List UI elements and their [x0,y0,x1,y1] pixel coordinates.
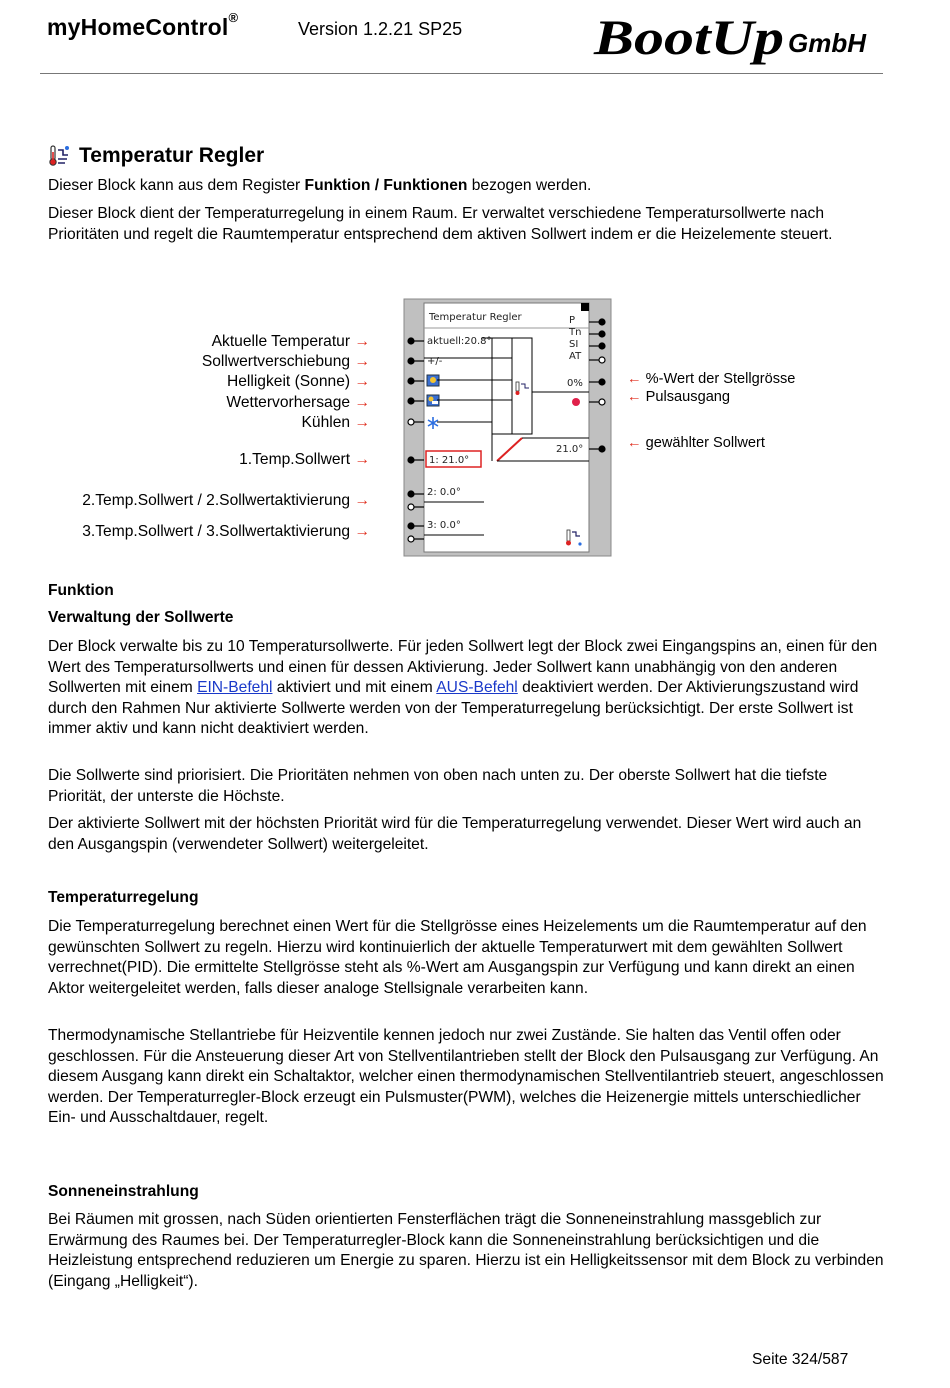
sonne-paragraph-1: Bei Räumen mit grossen, nach Süden orientierten Fensterflächen trägt die Sonneneinstrahlung massgeblich zur Erwärmung des Raumes bei. Der Temperaturregler-Block kann die Sonneneinstrahlung berücksichtigen und die Heizleistung entsprechend reduzieren um Energie zu sparen. Hierzu ist ein Helligkeitssensor mit dem Block zu verbinden (Eingang „Helligkeit“). [48,1211,884,1290]
product-name: myHomeControl® [47,10,239,40]
verwaltung-paragraph-3: Der aktivierte Sollwert mit der höchsten Priorität wird für die Temperaturregelung verwendet. Dieser Wert wird auch an den Ausgangspin (verwendeter Sollwert) weitergeleitet. [48,815,862,853]
block-offset: +/- [427,356,443,367]
header-divider [40,73,883,74]
section-funktion: Funktion [48,582,114,599]
label-sollwert-3: 3.Temp.Sollwert / 3.Sollwertaktivierung → [82,523,370,540]
label-gewaehlter-sollwert: ← gewählter Sollwert [627,435,765,451]
intro-description: Dieser Block dient der Temperaturregelung in einem Raum. Er verwaltet verschiedene Temperatursollwerte nach Prioritäten und regelt die Raumtemperatur entsprechend dem aktiven Sollwert indem er die Heizelemente steuert. [48,205,833,243]
label-aktuelle-temperatur: Aktuelle Temperatur → [211,333,370,350]
verwaltung-paragraph-2: Die Sollwerte sind priorisiert. Die Prioritäten nehmen von oben nach unten zu. Der oberste Sollwert hat die tiefste Priorität, der unterste die Höchste. [48,767,828,805]
intro-source: Dieser Block kann aus dem Register Funktion / Funktionen bezogen werden. [48,177,592,194]
block-sw1: 1: 21.0° [429,455,470,466]
pulse-led [572,398,580,406]
out-at: AT [569,351,582,362]
label-helligkeit: Helligkeit (Sonne) → [226,373,370,390]
block-sw2: 2: 0.0° [427,487,461,498]
label-wettervorhersage: Wettervorhersage → [226,394,370,411]
section-temperaturregelung: Temperaturregelung [48,889,199,906]
version-label: Version 1.2.21 SP25 [298,19,463,39]
block-aktuell: aktuell:20.8° [427,336,492,347]
section-sonneneinstrahlung: Sonneneinstrahlung [48,1183,199,1200]
section-verwaltung: Verwaltung der Sollwerte [48,609,234,626]
label-pulsausgang: ← Pulsausgang [627,389,731,405]
out-tn: Tn [569,327,582,338]
out-p: P [569,315,576,326]
label-kuehlen: Kühlen → [301,414,370,431]
temperature-controller-block [402,298,614,558]
out-percent: 0% [567,378,583,389]
verwaltung-paragraph-1: Der Block verwalte bis zu 10 Temperatursollwerte. Für jeden Sollwert legt der Block zwei Eingangspins an, einen für den Wert des Temperatursollwerts und einen für dessen Aktivierung. Jeder Sollwert kann unabhängig von den anderen Sollwerten mit einem EIN-Befehl aktiviert und mit einem AUS-Befehl deaktiviert werden. Der Aktivierungszustand wird durch den Rahmen Nur aktivierte Sollwerte werden von der Temperaturregelung berücksichtigt. Der erste Sollwert ist immer aktiv und kann nicht deaktiviert werden. [48,638,878,737]
label-stellgroesse: ← %-Wert der Stellgrösse [627,371,796,387]
bootup-logo [592,8,882,66]
svg-text:BootUp: BootUp [592,9,784,65]
page-title: Temperatur Regler [48,144,264,168]
block-title: Temperatur Regler [429,312,522,323]
aus-befehl-link[interactable]: AUS-Befehl [436,679,518,696]
svg-text:GmbH: GmbH [788,28,866,58]
regelung-paragraph-2: Thermodynamische Stellantriebe für Heizventile kennen jedoch nur zwei Zustände. Sie halten das Ventil offen oder geschlossen. Für die Ansteuerung dieser Art von Stellventilantrieben stellt der Block den Pulsausgang zur Verfügung. An diesem Ausgang kann direkt ein Schaltaktor, welcher einen thermodynamischen Stellventilantrieb steuert, angeschlossen werden. Der Temperaturregler-Block erzeugt ein Pulsmuster(PWM), welches die Heizenergie mittels unterschiedlicher Ein- und Ausschaltdauer, regelt. [48,1027,884,1126]
label-sollwert-1: 1.Temp.Sollwert → [239,451,370,468]
label-sollwert-2: 2.Temp.Sollwert / 2.Sollwertaktivierung → [82,492,370,509]
label-sollwertverschiebung: Sollwertverschiebung → [201,353,370,370]
block-sw3: 3: 0.0° [427,520,461,531]
regelung-paragraph-1: Die Temperaturregelung berechnet einen Wert für die Stellgrösse eines Heizelements um die Raumtemperatur auf den gewünschten Sollwert zu regeln. Hierzu wird kontinuierlich der aktuelle Temperaturwert mit dem gewählten Sollwert verrechnet(PID). Die ermittelte Stellgrösse steht als %-Wert am Ausgangspin zur Verfügung und kann direkt an einen Aktor weitergeleitet werden, falls dieser analoge Stellsignale verarbeiten kann. [48,918,867,997]
page-number: Seite 324/587 [752,1351,849,1368]
ein-befehl-link[interactable]: EIN-Befehl [197,679,273,696]
thermostat-block-icon [48,144,72,168]
out-sollwert: 21.0° [556,444,584,455]
out-si: SI [569,339,579,350]
